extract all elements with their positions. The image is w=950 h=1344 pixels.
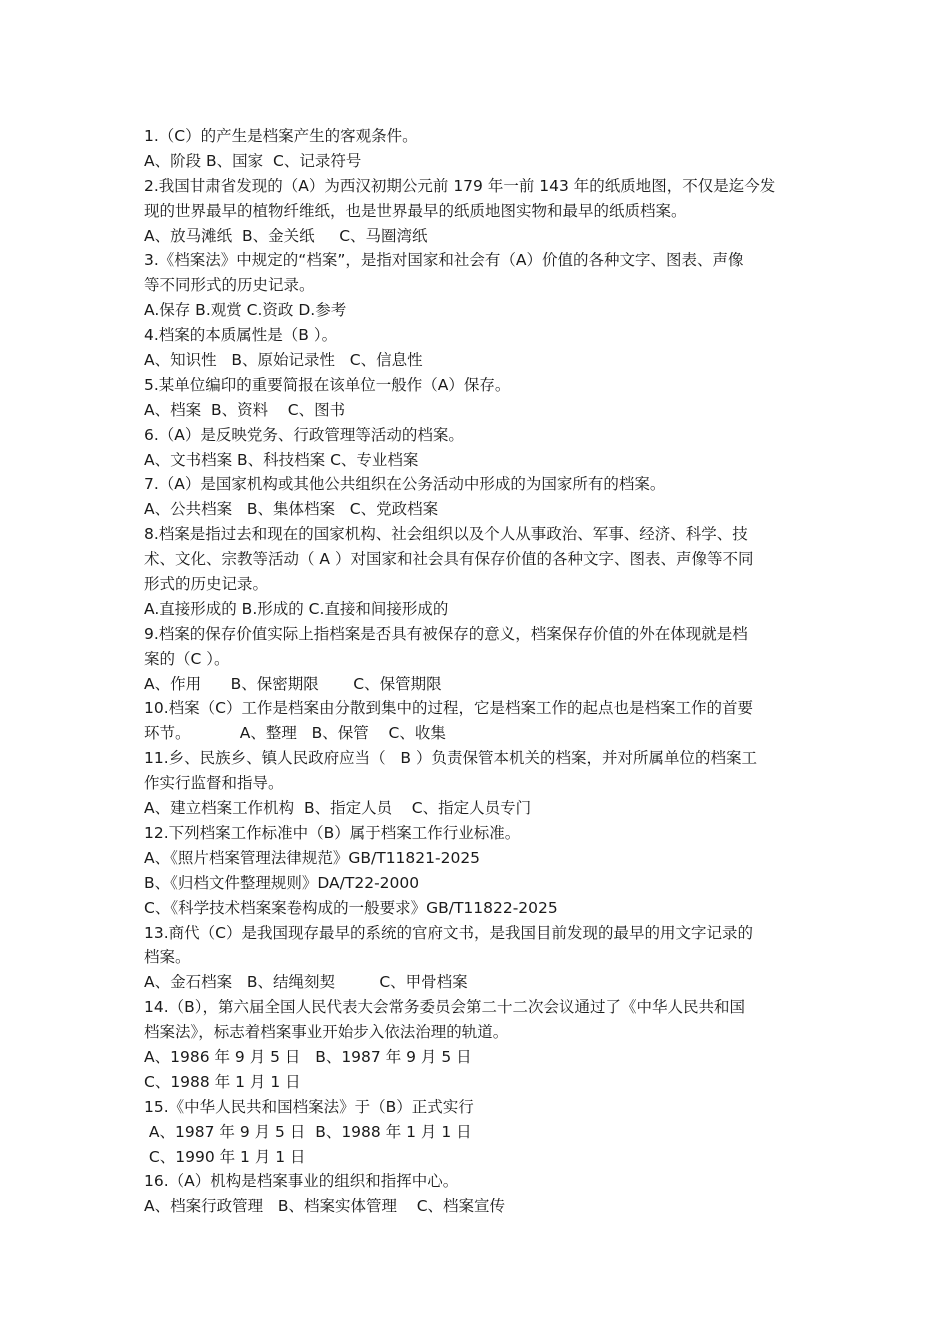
question-5-options: A、档案 B、资料 C、图书 (144, 400, 346, 419)
question-12-option-a: A、《照片档案管理法律规范》GB/T11821-2025 (144, 848, 481, 867)
question-16-options: A、档案行政管理 B、档案实体管理 C、档案宣传 (144, 1197, 506, 1216)
question-12: 12.下列档案工作标准中（B）属于档案工作行业标准。 (144, 823, 521, 842)
question-14-options-ab: A、1986 年 9 月 5 日 B、1987 年 9 月 5 日 (144, 1047, 472, 1066)
question-3: 3.《档案法》中规定的“档案”，是指对国家和社会有（A）价值的各种文字、图表、声像 (144, 251, 744, 270)
question-15: 15.《中华人民共和国档案法》于（B）正式实行 (144, 1097, 474, 1116)
question-7-options: A、公共档案 B、集体档案 C、党政档案 (144, 500, 439, 519)
question-11-continued: 作实行监督和指导。 (144, 774, 284, 793)
question-13-options: A、金石档案 B、结绳刻契 C、甲骨档案 (144, 973, 468, 992)
question-8-continued-2: 形式的历史记录。 (144, 575, 269, 594)
question-3-options: A.保存 B.观赏 C.资政 D.参考 (144, 301, 347, 320)
question-8-options: A.直接形成的 B.形成的 C.直接和间接形成的 (144, 599, 449, 618)
question-1: 1.（C）的产生是档案产生的客观条件。 (144, 127, 418, 145)
question-10: 10.档案（C）工作是档案由分散到集中的过程，它是档案工作的起点也是档案工作的首要 (144, 699, 753, 718)
question-6-options: A、文书档案 B、科技档案 C、专业档案 (144, 450, 419, 469)
question-4-options: A、知识性 B、原始记录性 C、信息性 (144, 351, 423, 370)
document-body (144, 124, 808, 1219)
question-11: 11.乡、民族乡、镇人民政府应当（ B ）负责保管本机关的档案，并对所属单位的档案工 (144, 749, 757, 768)
question-12-option-b: B、《归档文件整理规则》DA/T22-2000 (144, 873, 420, 892)
question-4: 4.档案的本质属性是（B ）。 (144, 326, 338, 345)
question-14: 14.（B），第六届全国人民代表大会常务委员会第二十二次会议通过了《中华人民共和国 (144, 998, 746, 1017)
question-2-options: A、放马滩纸 B、金关纸 C、马圈湾纸 (144, 226, 428, 245)
question-9: 9.档案的保存价值实际上指档案是否具有被保存的意义，档案保存价值的外在体现就是档 (144, 624, 748, 643)
question-15-options-ab: A、1987 年 9 月 5 日 B、1988 年 1 月 1 日 (144, 1122, 472, 1141)
question-14-option-c: C、1988 年 1 月 1 日 (144, 1072, 301, 1091)
question-2-continued: 现的世界最早的植物纤维纸，也是世界最早的纸质地图实物和最早的纸质档案。 (144, 201, 687, 220)
question-6: 6.（A）是反映党务、行政管理等活动的档案。 (144, 425, 464, 444)
question-15-option-c: C、1990 年 1 月 1 日 (144, 1147, 306, 1166)
question-16: 16.（A）机构是档案事业的组织和指挥中心。 (144, 1172, 459, 1191)
question-11-options: A、建立档案工作机构 B、指定人员 C、指定人员专门 (144, 799, 532, 818)
question-3-continued: 等不同形式的历史记录。 (144, 276, 315, 295)
question-14-continued: 档案法》，标志着档案事业开始步入依法治理的轨道。 (144, 1023, 509, 1042)
question-13-continued: 档案。 (144, 948, 191, 967)
question-12-option-c: C、《科学技术档案案卷构成的一般要求》GB/T11822-2025 (144, 898, 558, 917)
question-8-continued: 术、文化、宗教等活动（ A ）对国家和社会具有保存价值的各种文字、图表、声像等不同 (144, 550, 754, 569)
question-13: 13.商代（C）是我国现存最早的系统的官府文书，是我国目前发现的最早的用文字记录的 (144, 923, 753, 942)
question-1-options: A、阶段 B、国家 C、记录符号 (144, 151, 362, 170)
question-7: 7.（A）是国家机构或其他公共组织在公务活动中形成的为国家所有的档案。 (144, 475, 666, 494)
question-5: 5.某单位编印的重要简报在该单位一般作（A）保存。 (144, 375, 511, 394)
question-9-options: A、作用 B、保密期限 C、保管期限 (144, 674, 442, 693)
question-10-continued: 环节。 A、整理 B、保管 C、收集 (144, 724, 446, 743)
question-9-continued: 案的（C ）。 (144, 649, 230, 668)
question-8: 8.档案是指过去和现在的国家机构、社会组织以及个人从事政治、军事、经济、科学、技 (144, 525, 748, 544)
question-2: 2.我国甘肃省发现的（A）为西汉初期公元前 179 年一前 143 年的纸质地图，不仅是迄今发 (144, 176, 776, 195)
